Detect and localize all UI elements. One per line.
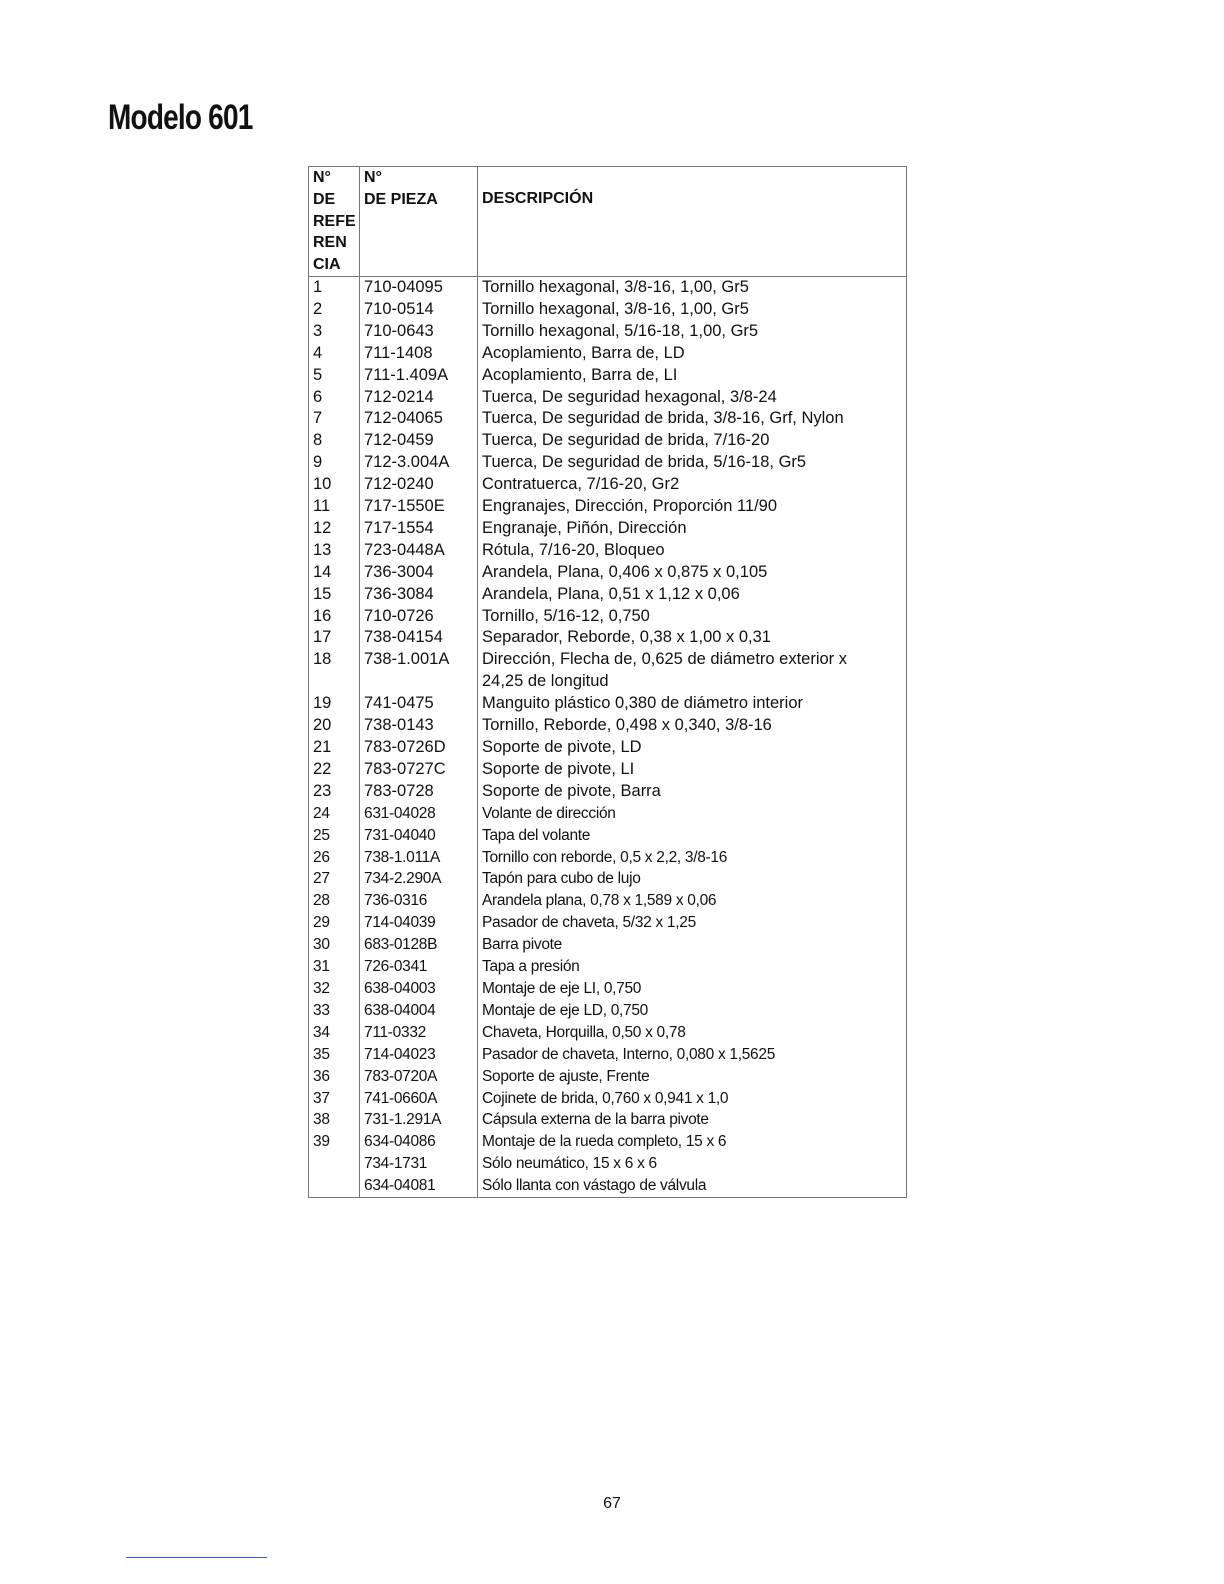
cell-part-number: 783-0728 (360, 781, 478, 803)
table-row (309, 1022, 907, 1044)
cell-ref-number: 2 (309, 299, 360, 321)
cell-part-number: 741-0475 (360, 693, 478, 715)
cell-part-number: 634-04086 (360, 1131, 478, 1153)
cell-description: Montaje de la rueda completo, 15 x 6 (478, 1131, 907, 1153)
cell-ref-number: 21 (309, 737, 360, 759)
cell-ref-number: 13 (309, 540, 360, 562)
cell-part-number: 738-04154 (360, 627, 478, 649)
table-row (309, 474, 907, 496)
cell-part-number: 717-1554 (360, 518, 478, 540)
cell-description: Manguito plástico 0,380 de diámetro interior (478, 693, 907, 715)
cell-part-number: 710-04095 (360, 276, 478, 298)
cell-description: Tapón para cubo de lujo (478, 868, 907, 890)
cell-part-number: 726-0341 (360, 956, 478, 978)
table-row (309, 693, 907, 715)
table-row (309, 781, 907, 803)
cell-part-number: 783-0720A (360, 1066, 478, 1088)
cell-description: Separador, Reborde, 0,38 x 1,00 x 0,31 (478, 627, 907, 649)
table-row (309, 562, 907, 584)
cell-description: Acoplamiento, Barra de, LD (478, 343, 907, 365)
cell-description: Tuerca, De seguridad de brida, 3/8-16, Grf, Nylon (478, 408, 907, 430)
table-row (309, 1044, 907, 1066)
cell-description: Dirección, Flecha de, 0,625 de diámetro exterior x 24,25 de longitud (478, 649, 907, 693)
cell-ref-number: 17 (309, 627, 360, 649)
table-row (309, 1066, 907, 1088)
table-row (309, 649, 907, 693)
cell-description: Pasador de chaveta, 5/32 x 1,25 (478, 912, 907, 934)
cell-description: Rótula, 7/16-20, Bloqueo (478, 540, 907, 562)
cell-ref-number: 31 (309, 956, 360, 978)
cell-ref-number (309, 1175, 360, 1197)
table-row (309, 387, 907, 409)
cell-ref-number: 36 (309, 1066, 360, 1088)
cell-description: Sólo neumático, 15 x 6 x 6 (478, 1153, 907, 1175)
cell-part-number: 734-2.290A (360, 868, 478, 890)
cell-ref-number: 29 (309, 912, 360, 934)
cell-ref-number: 7 (309, 408, 360, 430)
cell-description: Arandela, Plana, 0,51 x 1,12 x 0,06 (478, 584, 907, 606)
cell-description: Cápsula externa de la barra pivote (478, 1109, 907, 1131)
cell-ref-number: 37 (309, 1088, 360, 1110)
cell-ref-number: 32 (309, 978, 360, 1000)
cell-ref-number: 3 (309, 321, 360, 343)
cell-part-number: 634-04081 (360, 1175, 478, 1197)
table-row (309, 759, 907, 781)
cell-part-number: 738-0143 (360, 715, 478, 737)
cell-ref-number: 30 (309, 934, 360, 956)
cell-description: Chaveta, Horquilla, 0,50 x 0,78 (478, 1022, 907, 1044)
cell-part-number: 710-0643 (360, 321, 478, 343)
cell-ref-number: 38 (309, 1109, 360, 1131)
cell-description: Tuerca, De seguridad de brida, 7/16-20 (478, 430, 907, 452)
cell-part-number: 712-0214 (360, 387, 478, 409)
cell-part-number: 736-3004 (360, 562, 478, 584)
cell-description: Soporte de pivote, LD (478, 737, 907, 759)
table-row (309, 803, 907, 825)
table-row (309, 518, 907, 540)
cell-description: Soporte de pivote, LI (478, 759, 907, 781)
table-row (309, 452, 907, 474)
cell-description: Tornillo con reborde, 0,5 x 2,2, 3/8-16 (478, 847, 907, 869)
table-row (309, 584, 907, 606)
cell-ref-number: 18 (309, 649, 360, 693)
cell-ref-number: 19 (309, 693, 360, 715)
cell-part-number: 711-1.409A (360, 365, 478, 387)
cell-description: Soporte de ajuste, Frente (478, 1066, 907, 1088)
table-row (309, 1000, 907, 1022)
cell-description: Soporte de pivote, Barra (478, 781, 907, 803)
cell-ref-number: 28 (309, 890, 360, 912)
table-row (309, 1088, 907, 1110)
cell-part-number: 741-0660A (360, 1088, 478, 1110)
cell-ref-number: 22 (309, 759, 360, 781)
cell-ref-number: 10 (309, 474, 360, 496)
table-row (309, 737, 907, 759)
cell-ref-number: 4 (309, 343, 360, 365)
cell-ref-number: 11 (309, 496, 360, 518)
cell-part-number: 738-1.011A (360, 847, 478, 869)
cell-description: Acoplamiento, Barra de, LI (478, 365, 907, 387)
cell-description: Tuerca, De seguridad de brida, 5/16-18, Gr5 (478, 452, 907, 474)
cell-ref-number: 8 (309, 430, 360, 452)
cell-part-number: 731-04040 (360, 825, 478, 847)
cell-ref-number: 33 (309, 1000, 360, 1022)
header-ref-number: N° DE REFE REN CIA (309, 167, 360, 277)
cell-description: Tapa a presión (478, 956, 907, 978)
cell-ref-number (309, 1153, 360, 1175)
page-title: Modelo 601 (108, 98, 253, 137)
table-row (309, 912, 907, 934)
table-row (309, 627, 907, 649)
cell-description: Montaje de eje LD, 0,750 (478, 1000, 907, 1022)
table-row (309, 321, 907, 343)
table-row (309, 606, 907, 628)
cell-part-number: 638-04003 (360, 978, 478, 1000)
header-description: DESCRIPCIÓN (478, 167, 907, 277)
footer-link-underline (126, 1557, 267, 1558)
table-row (309, 1109, 907, 1131)
cell-part-number: 638-04004 (360, 1000, 478, 1022)
cell-part-number: 783-0727C (360, 759, 478, 781)
table-row (309, 825, 907, 847)
cell-part-number: 712-0459 (360, 430, 478, 452)
page-number: 67 (603, 1495, 621, 1512)
cell-ref-number: 5 (309, 365, 360, 387)
table-row (309, 890, 907, 912)
table-row (309, 978, 907, 1000)
cell-part-number: 736-3084 (360, 584, 478, 606)
cell-part-number: 714-04023 (360, 1044, 478, 1066)
table-row (309, 408, 907, 430)
parts-table (308, 166, 907, 1198)
cell-ref-number: 34 (309, 1022, 360, 1044)
table-row (309, 934, 907, 956)
table-row (309, 1153, 907, 1175)
cell-description: Pasador de chaveta, Interno, 0,080 x 1,5625 (478, 1044, 907, 1066)
cell-part-number: 734-1731 (360, 1153, 478, 1175)
cell-description: Arandela, Plana, 0,406 x 0,875 x 0,105 (478, 562, 907, 584)
cell-ref-number: 39 (309, 1131, 360, 1153)
header-part-number: N° DE PIEZA (360, 167, 478, 277)
table-row (309, 956, 907, 978)
cell-description: Contratuerca, 7/16-20, Gr2 (478, 474, 907, 496)
cell-part-number: 717-1550E (360, 496, 478, 518)
cell-description: Engranajes, Dirección, Proporción 11/90 (478, 496, 907, 518)
table-row (309, 540, 907, 562)
cell-ref-number: 20 (309, 715, 360, 737)
cell-part-number: 712-04065 (360, 408, 478, 430)
cell-part-number: 714-04039 (360, 912, 478, 934)
cell-description: Tuerca, De seguridad hexagonal, 3/8-24 (478, 387, 907, 409)
cell-ref-number: 27 (309, 868, 360, 890)
cell-part-number: 731-1.291A (360, 1109, 478, 1131)
cell-description: Sólo llanta con vástago de válvula (478, 1175, 907, 1197)
cell-ref-number: 6 (309, 387, 360, 409)
cell-part-number: 711-1408 (360, 343, 478, 365)
cell-description: Engranaje, Piñón, Dirección (478, 518, 907, 540)
cell-ref-number: 9 (309, 452, 360, 474)
cell-part-number: 736-0316 (360, 890, 478, 912)
cell-part-number: 712-0240 (360, 474, 478, 496)
table-row (309, 365, 907, 387)
parts-table-body (309, 276, 907, 1197)
cell-description: Volante de dirección (478, 803, 907, 825)
cell-part-number: 711-0332 (360, 1022, 478, 1044)
cell-description: Cojinete de brida, 0,760 x 0,941 x 1,0 (478, 1088, 907, 1110)
table-row (309, 1131, 907, 1153)
cell-part-number: 631-04028 (360, 803, 478, 825)
cell-ref-number: 14 (309, 562, 360, 584)
cell-ref-number: 24 (309, 803, 360, 825)
cell-part-number: 723-0448A (360, 540, 478, 562)
cell-description: Montaje de eje LI, 0,750 (478, 978, 907, 1000)
cell-ref-number: 15 (309, 584, 360, 606)
cell-ref-number: 16 (309, 606, 360, 628)
cell-part-number: 683-0128B (360, 934, 478, 956)
table-header-row (309, 167, 907, 277)
cell-description: Tornillo hexagonal, 3/8-16, 1,00, Gr5 (478, 299, 907, 321)
cell-description: Barra pivote (478, 934, 907, 956)
cell-ref-number: 23 (309, 781, 360, 803)
table-row (309, 276, 907, 298)
cell-part-number: 738-1.001A (360, 649, 478, 693)
table-row (309, 1175, 907, 1197)
cell-description: Tapa del volante (478, 825, 907, 847)
cell-part-number: 710-0726 (360, 606, 478, 628)
table-row (309, 496, 907, 518)
cell-part-number: 710-0514 (360, 299, 478, 321)
cell-description: Tornillo, 5/16-12, 0,750 (478, 606, 907, 628)
cell-ref-number: 26 (309, 847, 360, 869)
cell-ref-number: 1 (309, 276, 360, 298)
table-row (309, 715, 907, 737)
cell-description: Tornillo hexagonal, 5/16-18, 1,00, Gr5 (478, 321, 907, 343)
table-row (309, 343, 907, 365)
cell-part-number: 712-3.004A (360, 452, 478, 474)
cell-ref-number: 25 (309, 825, 360, 847)
cell-description: Tornillo hexagonal, 3/8-16, 1,00, Gr5 (478, 276, 907, 298)
table-row (309, 847, 907, 869)
table-row (309, 430, 907, 452)
cell-description: Tornillo, Reborde, 0,498 x 0,340, 3/8-16 (478, 715, 907, 737)
table-row (309, 868, 907, 890)
cell-description: Arandela plana, 0,78 x 1,589 x 0,06 (478, 890, 907, 912)
cell-ref-number: 12 (309, 518, 360, 540)
table-row (309, 299, 907, 321)
cell-part-number: 783-0726D (360, 737, 478, 759)
cell-ref-number: 35 (309, 1044, 360, 1066)
